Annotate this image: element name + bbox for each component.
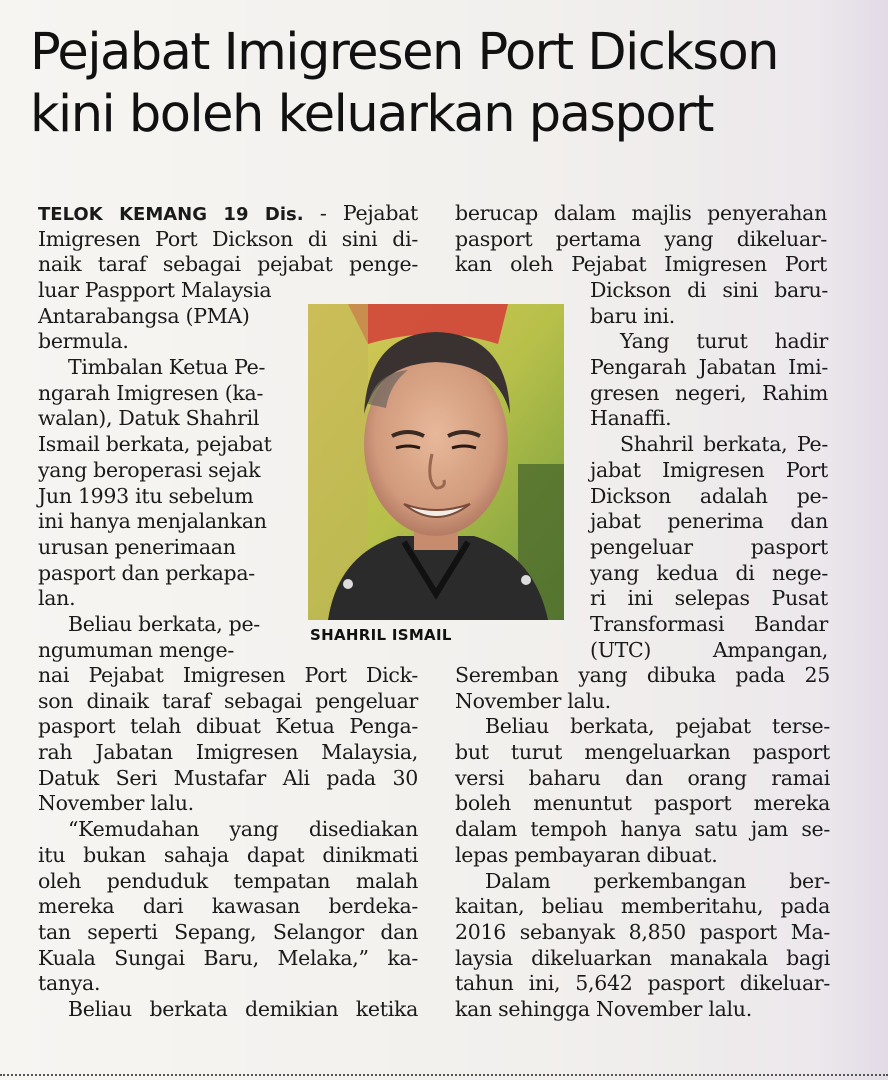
paragraph-line: ini hanya menjalankan	[38, 509, 267, 534]
paragraph-line: November lalu.	[38, 791, 194, 816]
paragraph-line: boleh menuntut pasport mereka	[455, 791, 830, 816]
left-column-top	[38, 201, 418, 278]
headline	[30, 22, 850, 146]
paragraph-line: pengeluar pasport	[590, 534, 828, 559]
dateline: TELOK KEMANG 19 Dis.	[38, 204, 304, 225]
paragraph-line: rah Jabatan Imigresen Malaysia,	[38, 740, 418, 765]
paragraph-line: naik taraf sebagai pejabat penge-	[38, 252, 418, 277]
paragraph-line: laysia dikeluarkan manakala bagi	[455, 945, 830, 970]
paragraph-line: Hanaffi.	[590, 406, 672, 431]
paragraph-line: baru ini.	[590, 303, 675, 328]
paragraph-line: mereka dari kawasan berdeka-	[38, 894, 418, 919]
paragraph-line: 2016 sebanyak 8,850 pasport Ma-	[455, 919, 830, 944]
paragraph-line: pasport pertama yang dikeluar-	[455, 226, 827, 251]
paragraph-line: Dickson adalah pe-	[590, 483, 828, 508]
paragraph-line: Seremban yang dibuka pada 25	[455, 663, 830, 687]
paragraph-line: Shahril berkata, Pe-	[620, 432, 828, 457]
paragraph-line: lepas pembayaran dibuat.	[455, 842, 718, 867]
paragraph-line: itu bukan sahaja dapat dinikmati	[38, 842, 418, 867]
right-column-top	[455, 201, 827, 278]
paragraph-line: luar Paspport Malaysia	[38, 278, 272, 302]
paragraph-line: Pengarah Jabatan Imi-	[590, 355, 828, 380]
paragraph-line: walan), Datuk Shahril	[38, 406, 260, 431]
headline-line-1: Pejabat Imigresen Port Dickson	[30, 23, 778, 82]
paragraph-line: kan oleh Pejabat Imigresen Port	[455, 252, 827, 277]
paragraph-line: ngumuman menge-	[38, 637, 235, 662]
headline-line-2: kini boleh keluarkan pasport	[30, 85, 714, 144]
left-column-narrow	[38, 278, 284, 663]
left-column-bottom	[38, 663, 418, 1023]
paragraph-line: Beliau berkata, pe-	[68, 611, 260, 636]
paragraph-line: yang beroperasi sejak	[38, 457, 261, 482]
paragraph-line: Yang turut hadir	[620, 329, 828, 354]
page-edge-dotted-line	[0, 1072, 888, 1076]
paragraph-line: dalam tempoh hanya satu jam se-	[455, 817, 830, 842]
paragraph-line: berucap dalam majlis penyerahan	[455, 201, 827, 225]
paragraph-line: ri ini selepas Pusat	[590, 586, 828, 611]
paragraph-line: “Kemudahan yang disediakan	[68, 817, 418, 842]
right-column-narrow	[590, 278, 828, 663]
paragraph-line: bermula.	[38, 329, 129, 354]
photo-caption: SHAHRIL ISMAIL	[310, 626, 452, 644]
paragraph-line: nai Pejabat Imigresen Port Dick-	[38, 663, 418, 687]
paragraph-line: oleh penduduk tempatan malah	[38, 868, 418, 893]
paragraph-line: ngarah Imigresen (ka-	[38, 380, 264, 405]
paragraph-line: but turut mengeluarkan pasport	[455, 740, 830, 765]
paragraph-line: Transformasi Bandar	[590, 611, 828, 636]
paragraph-line: November lalu.	[455, 688, 611, 713]
paragraph-line: Ismail berkata, pejabat	[38, 432, 272, 457]
paragraph-line: kaitan, beliau memberitahu, pada	[455, 894, 830, 919]
paragraph-line: Antarabangsa (PMA)	[38, 303, 250, 328]
paragraph-line: Timbalan Ketua Pe-	[68, 355, 266, 380]
paragraph-line: kan sehingga November lalu.	[455, 996, 752, 1021]
paragraph-line: versi baharu dan orang ramai	[455, 765, 830, 790]
paragraph-line: pasport dan perkapa-	[38, 560, 255, 585]
right-column-bottom	[455, 663, 830, 1023]
paragraph-line: Imigresen Port Dickson di sini di-	[38, 226, 418, 251]
paragraph-line: Datuk Seri Mustafar Ali pada 30	[38, 765, 418, 790]
paragraph-line: lan.	[38, 586, 76, 611]
paragraph-line: tanya.	[38, 971, 101, 996]
paragraph-line: Kuala Sungai Baru, Melaka,” ka-	[38, 945, 418, 970]
paragraph-line: Dickson di sini baru-	[590, 278, 828, 302]
paragraph-line: tahun ini, 5,642 pasport dikeluar-	[455, 971, 830, 996]
paragraph-line: urusan penerimaan	[38, 534, 236, 559]
paragraph-line: jabat penerima dan	[590, 509, 828, 534]
paragraph-line: Jun 1993 itu sebelum	[38, 483, 254, 508]
paragraph-line: jabat Imigresen Port	[590, 457, 828, 482]
paragraph-line: TELOK KEMANG 19 Dis. - Pejabat	[38, 201, 418, 225]
paragraph-line: yang kedua di nege-	[590, 560, 828, 585]
paragraph-line: Dalam perkembangan ber-	[485, 868, 830, 893]
paragraph-line: son dinaik taraf sebagai pengeluar	[38, 688, 418, 713]
portrait-photo	[308, 304, 564, 620]
paragraph-line: pasport telah dibuat Ketua Penga-	[38, 714, 418, 739]
paragraph-line: Beliau berkata demikian ketika	[68, 996, 418, 1021]
paragraph-line: (UTC) Ampangan,	[590, 637, 828, 662]
paragraph-line: gresen negeri, Rahim	[590, 380, 828, 405]
paragraph-line: tan seperti Sepang, Selangor dan	[38, 919, 418, 944]
paragraph-line: Beliau berkata, pejabat terse-	[485, 714, 830, 739]
